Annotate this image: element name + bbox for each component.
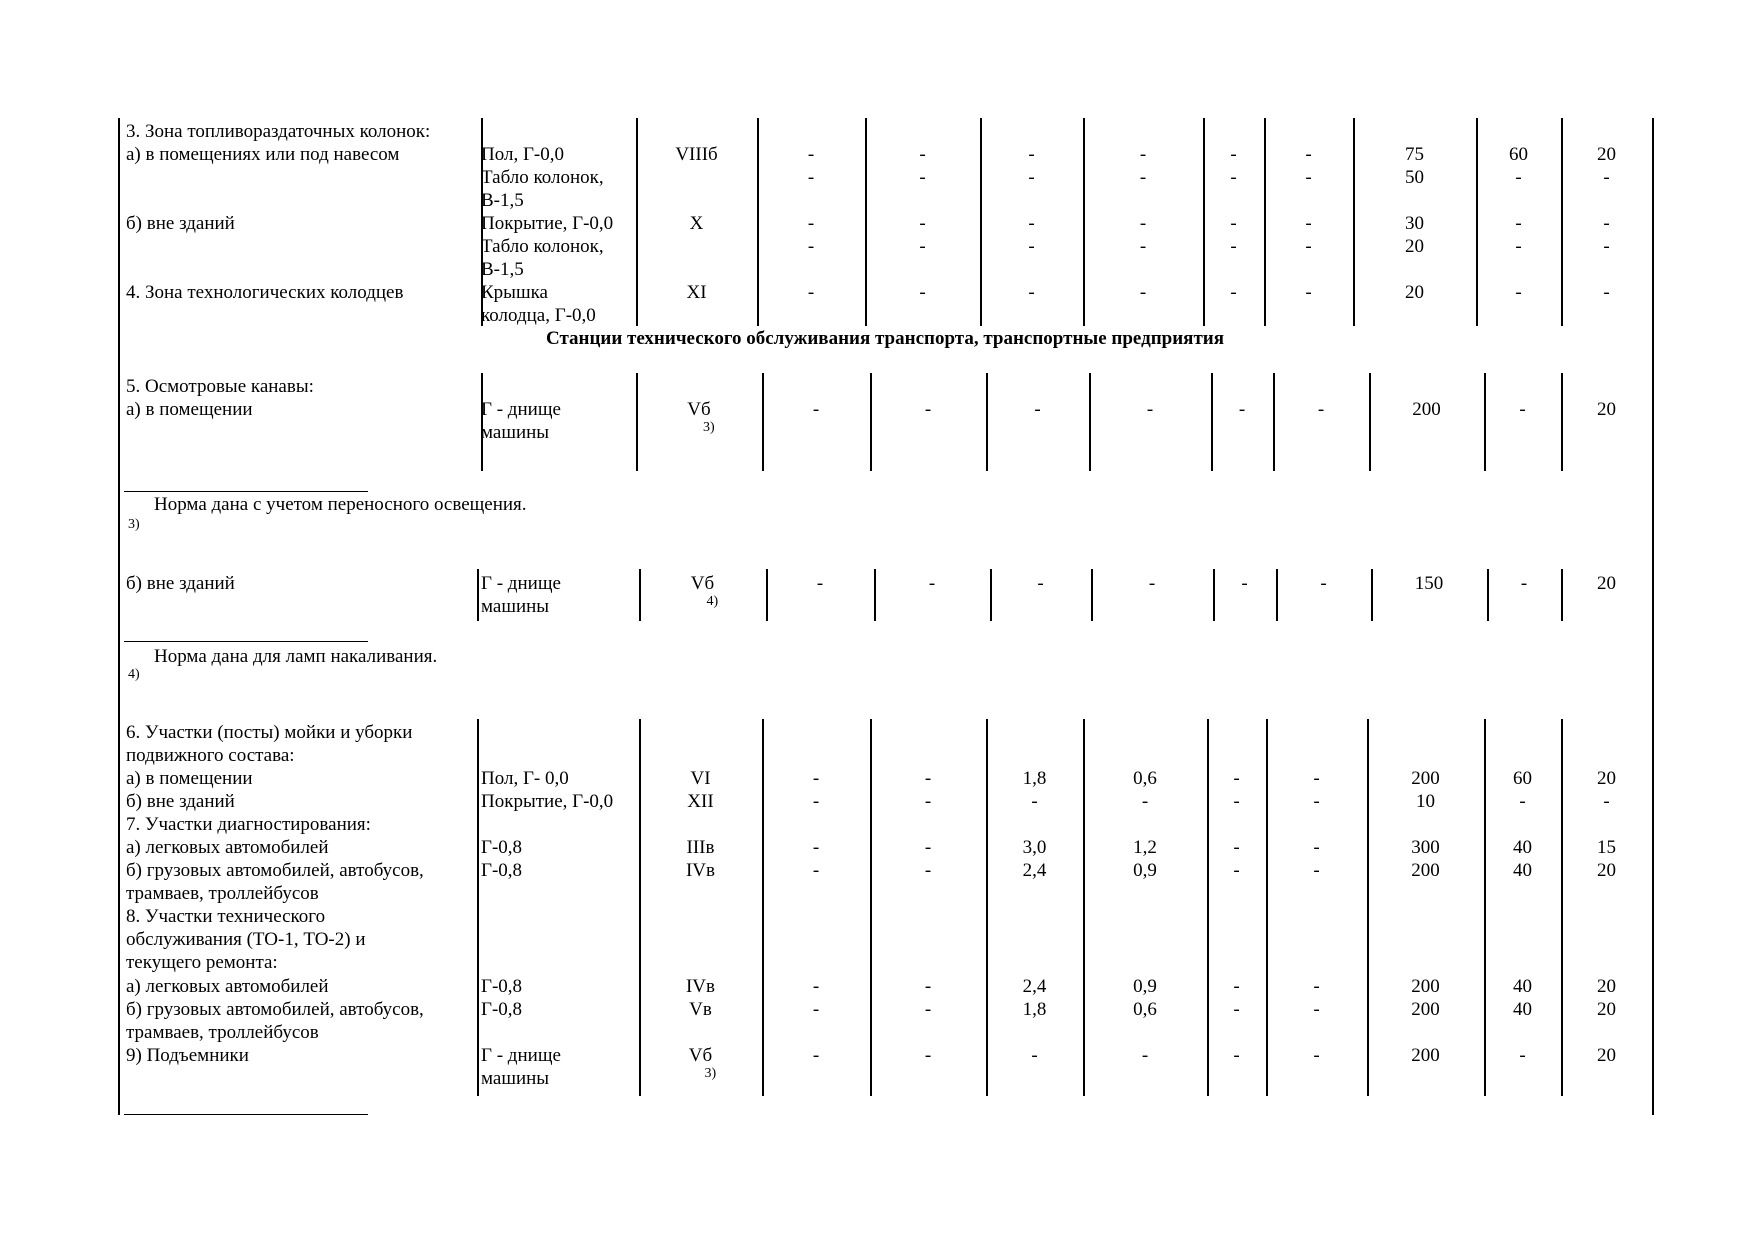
surface-cell: Пол, Г- 0,0 [481, 768, 569, 789]
value-cell: - [1139, 236, 1147, 257]
value-cell: 20 [1597, 399, 1616, 420]
column-separator [636, 373, 638, 471]
row-label: подвижного состава: [126, 745, 295, 766]
column-separator [1091, 569, 1093, 621]
row-label: 8. Участки технического [126, 906, 326, 927]
visual-class-cell: Vб [688, 1045, 713, 1066]
visual-class-cell: Vв [689, 999, 712, 1020]
value-cell: - [924, 860, 932, 881]
value-cell: - [1305, 282, 1312, 303]
row-label: 3. Зона топливораздаточных колонок: [126, 121, 431, 142]
value-cell: - [1305, 236, 1312, 257]
column-separator [766, 569, 768, 621]
value-cell: 200 [1411, 768, 1440, 789]
value-cell: - [1148, 573, 1156, 594]
footnote-text: Норма дана для ламп накаливания. [154, 646, 438, 667]
footnote-mark: 4) [128, 667, 140, 682]
surface-cell: машины [481, 422, 550, 443]
value-cell: - [919, 213, 926, 234]
value-cell: - [1238, 399, 1246, 420]
footnote-ref: 3) [704, 1066, 717, 1081]
value-cell: 3,0 [1022, 837, 1047, 858]
value-cell: - [1603, 791, 1610, 812]
value-cell: - [1317, 399, 1325, 420]
row-label: обслуживания (ТО-1, ТО-2) и [126, 929, 366, 950]
value-cell: - [1233, 768, 1240, 789]
value-cell: - [924, 976, 932, 997]
value-cell: - [1141, 1045, 1149, 1066]
footnote-text: Норма дана с учетом переносного освещения. [154, 494, 527, 515]
value-cell: - [1233, 837, 1240, 858]
value-cell: - [1139, 167, 1147, 188]
value-cell: 40 [1513, 860, 1532, 881]
value-cell: - [1233, 860, 1240, 881]
footnote-rule [124, 491, 368, 492]
value-cell: - [1320, 573, 1327, 594]
surface-cell: Г - днище [481, 1045, 561, 1066]
value-cell: - [1233, 1045, 1240, 1066]
value-cell: - [1515, 213, 1522, 234]
value-cell: - [812, 837, 820, 858]
value-cell: - [1305, 213, 1312, 234]
value-cell: - [919, 144, 926, 165]
surface-cell: машины [481, 596, 550, 617]
value-cell: - [807, 236, 815, 257]
row-label: 5. Осмотровые канавы: [126, 376, 314, 397]
visual-class-cell: XII [687, 791, 714, 812]
value-cell: - [1515, 167, 1522, 188]
value-cell: 40 [1513, 837, 1532, 858]
value-cell: 200 [1411, 860, 1440, 881]
column-separator [1089, 373, 1091, 471]
visual-class-cell: IIIв [686, 837, 715, 858]
row-label: 9) Подъемники [126, 1045, 249, 1066]
value-cell: 1,8 [1022, 768, 1047, 789]
value-cell: - [1519, 399, 1526, 420]
value-cell: - [1313, 837, 1320, 858]
value-cell: - [1233, 976, 1240, 997]
value-cell: - [1230, 144, 1237, 165]
visual-class-cell: X [689, 213, 704, 234]
value-cell: - [812, 1045, 820, 1066]
column-separator [865, 118, 867, 326]
value-cell: 20 [1597, 976, 1616, 997]
value-cell: - [1603, 167, 1610, 188]
value-cell: 10 [1416, 791, 1435, 812]
visual-class-cell: IVв [685, 860, 716, 881]
value-cell: 200 [1411, 1045, 1440, 1066]
value-cell: 300 [1411, 837, 1440, 858]
value-cell: 20 [1597, 144, 1616, 165]
value-cell: - [812, 399, 820, 420]
value-cell: - [1230, 167, 1237, 188]
value-cell: - [1028, 144, 1035, 165]
value-cell: - [1139, 282, 1147, 303]
value-cell: - [924, 1045, 932, 1066]
value-cell: - [1603, 282, 1610, 303]
surface-cell: В-1,5 [481, 259, 524, 280]
value-cell: - [812, 976, 820, 997]
value-cell: - [1603, 213, 1610, 234]
column-separator [757, 118, 759, 326]
value-cell: - [1233, 791, 1240, 812]
value-cell: 40 [1513, 999, 1532, 1020]
value-cell: 20 [1597, 768, 1616, 789]
surface-cell: В-1,5 [481, 190, 524, 211]
value-cell: - [1515, 236, 1522, 257]
value-cell: - [1028, 236, 1035, 257]
value-cell: 75 [1405, 144, 1424, 165]
value-cell: 50 [1405, 167, 1424, 188]
value-cell: - [1313, 1045, 1320, 1066]
value-cell: - [1233, 999, 1240, 1020]
value-cell: - [1313, 768, 1320, 789]
row-label: трамваев, троллейбусов [126, 1022, 319, 1043]
value-cell: - [1313, 999, 1320, 1020]
value-cell: 2,4 [1022, 976, 1047, 997]
surface-cell: Г-0,8 [481, 837, 523, 858]
row-label: 4. Зона технологических колодцев [126, 282, 404, 303]
column-separator [639, 569, 641, 621]
column-separator [1273, 373, 1275, 471]
value-cell: 20 [1405, 282, 1424, 303]
row-label: б) вне зданий [126, 213, 235, 234]
row-label: а) легковых автомобилей [126, 837, 329, 858]
column-separator [1367, 719, 1369, 1096]
footnote-rule [124, 641, 368, 642]
row-label: а) в помещении [126, 399, 253, 420]
visual-class-cell: IVв [685, 976, 716, 997]
value-cell: - [1037, 573, 1044, 594]
value-cell: 30 [1405, 213, 1424, 234]
footnote-mark: 3) [128, 517, 140, 532]
value-cell: 15 [1597, 837, 1616, 858]
value-cell: - [924, 768, 932, 789]
value-cell: - [1519, 791, 1526, 812]
surface-cell: Крышка [481, 282, 548, 303]
value-cell: 2,4 [1022, 860, 1047, 881]
visual-class-cell: VI [690, 768, 711, 789]
value-cell: 40 [1513, 976, 1532, 997]
value-cell: 0,9 [1133, 860, 1157, 881]
value-cell: - [1139, 144, 1147, 165]
footnote-ref: 4) [706, 594, 719, 609]
value-cell: - [1146, 399, 1154, 420]
value-cell: 150 [1414, 573, 1444, 594]
value-cell: - [1313, 791, 1320, 812]
column-separator [870, 373, 872, 471]
visual-class-cell: Vб [690, 573, 715, 594]
row-label: текущего ремонта: [126, 952, 278, 973]
value-cell: - [928, 573, 936, 594]
row-label: 7. Участки диагностирования: [126, 814, 371, 835]
surface-cell: Табло колонок, [481, 236, 604, 257]
column-separator [986, 373, 988, 471]
value-cell: 20 [1405, 236, 1424, 257]
value-cell: - [1034, 399, 1041, 420]
value-cell: - [807, 213, 815, 234]
value-cell: - [1031, 791, 1038, 812]
value-cell: - [807, 282, 815, 303]
value-cell: 0,6 [1133, 999, 1157, 1020]
value-cell: - [1515, 282, 1522, 303]
value-cell: 1,8 [1022, 999, 1047, 1020]
value-cell: - [924, 999, 932, 1020]
value-cell: - [1139, 213, 1147, 234]
value-cell: - [1028, 167, 1035, 188]
value-cell: - [1141, 791, 1149, 812]
column-separator [762, 373, 764, 471]
value-cell: 0,6 [1133, 768, 1157, 789]
value-cell: - [816, 573, 824, 594]
value-cell: - [1519, 1045, 1526, 1066]
value-cell: 60 [1509, 144, 1528, 165]
table-right-border [1652, 118, 1654, 1115]
value-cell: - [924, 399, 932, 420]
surface-cell: Г - днище [481, 399, 561, 420]
column-separator [477, 719, 479, 1096]
surface-cell: Г-0,8 [481, 999, 523, 1020]
column-separator [1561, 373, 1563, 471]
row-label: трамваев, троллейбусов [126, 883, 319, 904]
value-cell: 0,9 [1133, 976, 1157, 997]
value-cell: - [924, 791, 932, 812]
value-cell: - [1241, 573, 1248, 594]
value-cell: - [807, 167, 815, 188]
row-label: б) вне зданий [126, 573, 235, 594]
column-separator [1211, 373, 1213, 471]
surface-cell: Табло колонок, [481, 167, 604, 188]
column-separator [477, 569, 479, 621]
value-cell: - [812, 860, 820, 881]
table-left-border [118, 118, 120, 1115]
row-label: 6. Участки (посты) мойки и уборки [126, 722, 413, 743]
value-cell: - [1305, 167, 1312, 188]
row-label: а) в помещении [126, 768, 253, 789]
surface-cell: Г - днище [481, 573, 561, 594]
value-cell: - [1230, 236, 1237, 257]
surface-cell: колодца, Г-0,0 [481, 305, 596, 326]
value-cell: - [919, 236, 926, 257]
column-separator [874, 569, 876, 621]
visual-class-cell: Vб [687, 399, 711, 420]
value-cell: - [1603, 236, 1610, 257]
value-cell: - [812, 768, 820, 789]
column-separator [1083, 118, 1085, 326]
surface-cell: Г-0,8 [481, 976, 523, 997]
surface-cell: Пол, Г-0,0 [481, 144, 565, 165]
value-cell: - [1230, 282, 1237, 303]
value-cell: 1,2 [1133, 837, 1157, 858]
value-cell: 200 [1412, 399, 1441, 420]
row-label: а) в помещениях или под навесом [126, 144, 400, 165]
value-cell: - [1313, 976, 1320, 997]
value-cell: - [1305, 144, 1312, 165]
value-cell: - [1230, 213, 1237, 234]
visual-class-cell: XI [686, 282, 707, 303]
section-heading: Станции технического обслуживания транспорта, транспортные предприятия [545, 328, 1225, 349]
value-cell: - [812, 791, 820, 812]
visual-class-cell: VIIIб [675, 144, 718, 165]
value-cell: - [919, 282, 926, 303]
value-cell: - [812, 999, 820, 1020]
row-label: б) грузовых автомобилей, автобусов, [126, 860, 424, 881]
row-label: а) легковых автомобилей [126, 976, 329, 997]
value-cell: 20 [1597, 573, 1616, 594]
value-cell: 20 [1597, 860, 1616, 881]
value-cell: 200 [1411, 999, 1440, 1020]
row-label: б) вне зданий [126, 791, 235, 812]
column-separator [1369, 373, 1371, 471]
value-cell: 20 [1597, 1045, 1616, 1066]
surface-cell: машины [481, 1068, 550, 1089]
value-cell: - [919, 167, 926, 188]
value-cell: - [924, 837, 932, 858]
surface-cell: Покрытие, Г-0,0 [481, 791, 614, 812]
value-cell: 20 [1597, 999, 1616, 1020]
footnote-ref: 3) [703, 420, 715, 435]
surface-cell: Покрытие, Г-0,0 [481, 213, 614, 234]
value-cell: - [807, 144, 815, 165]
row-label: б) грузовых автомобилей, автобусов, [126, 999, 424, 1020]
value-cell: 200 [1411, 976, 1440, 997]
column-separator [762, 719, 764, 1096]
value-cell: - [1031, 1045, 1038, 1066]
value-cell: - [1028, 282, 1035, 303]
value-cell: - [1520, 573, 1528, 594]
surface-cell: Г-0,8 [481, 860, 523, 881]
value-cell: 60 [1513, 768, 1532, 789]
value-cell: - [1028, 213, 1035, 234]
value-cell: - [1313, 860, 1320, 881]
footnote-rule [124, 1114, 368, 1115]
column-separator [1484, 373, 1486, 471]
column-separator [870, 719, 872, 1096]
